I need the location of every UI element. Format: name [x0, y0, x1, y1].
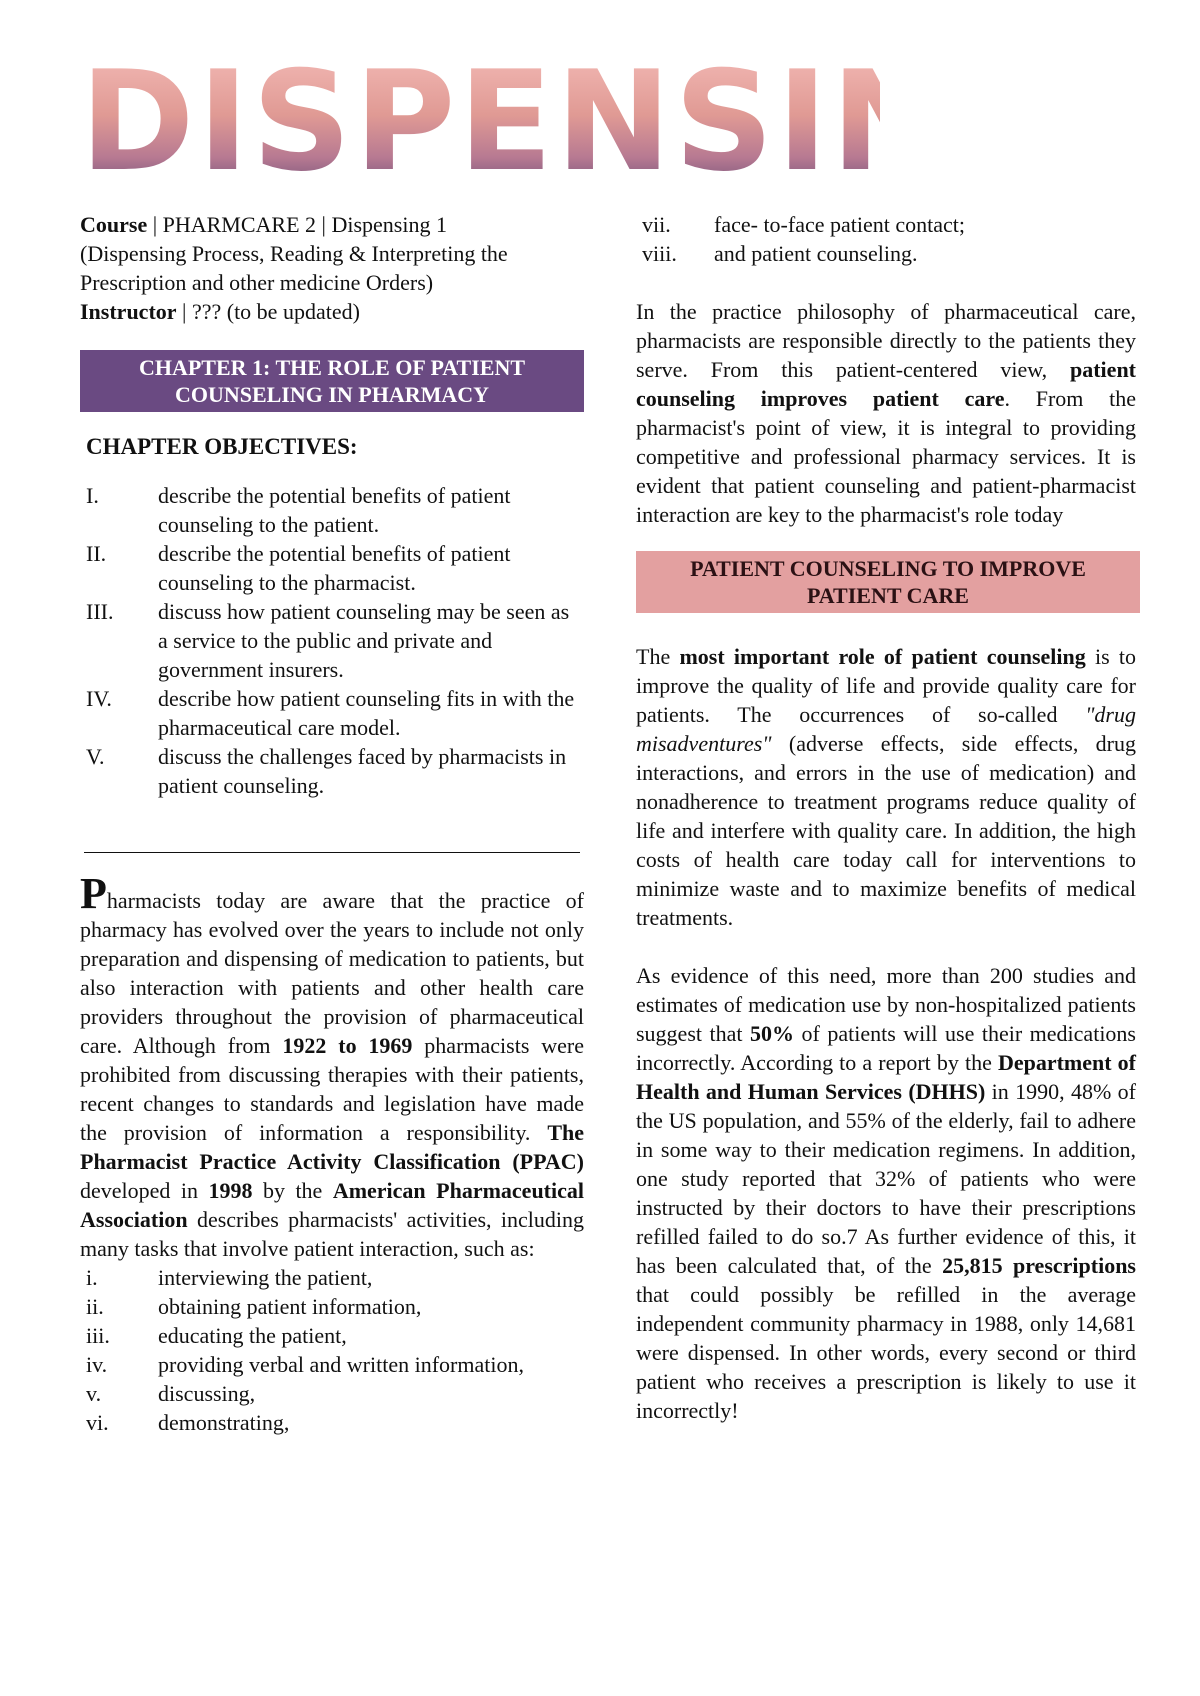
philosophy-paragraph: In the practice philosophy of pharmaceutical care, pharmacists are responsible directly to the patients they serve. From this patient-centered view, patient counseling improves patient care. From the pharmacist's point of view, it is integral to providing competitive and professional pharmacy services. It is evident that patient counseling and patient-pharmacist interaction are key to the pharmacist's role today — [636, 299, 1136, 527]
list-item: viii. and patient counseling. — [642, 241, 918, 266]
list-item: V. discuss the challenges faced by pharmacists in patient counseling. — [86, 744, 567, 798]
list-item: III. discuss how patient counseling may be seen as a service to the public and private and government insurers. — [86, 599, 570, 682]
right-column — [636, 210, 1136, 1425]
intro-paragraph: Pharmacists today are aware that the practice of pharmacy has evolved over the years to include not only preparation and dispensing of medication to patients, but also interaction with patients and other health care providers throughout the provision of pharmaceutical care. Although from 1922 to 1969 pharmacists were prohibited from discussing therapies with their patients, recent changes to standards and legislation have made the provision of information a responsibility. The Pharmacist Practice Activity Classification (PPAC) developed in 1998 by the American Pharmaceutical Association describes pharmacists' activities, including many tasks that involve patient interaction, such as: — [80, 869, 584, 1261]
document-title: DISPENSING — [80, 41, 1066, 202]
objectives-list — [80, 481, 584, 800]
list-item: iv. providing verbal and written information, — [86, 1352, 524, 1377]
tasks-list-continued — [636, 210, 1136, 268]
course-label: Course — [80, 212, 148, 237]
divider-rule — [84, 852, 580, 853]
list-item: v. discussing, — [86, 1381, 256, 1406]
list-item: I. describe the potential benefits of patient counseling to the patient. — [86, 483, 511, 537]
chapter-heading: CHAPTER 1: THE ROLE OF PATIENT COUNSELING IN PHARMACY — [80, 350, 584, 412]
list-item: vi. demonstrating, — [86, 1410, 290, 1435]
list-item: vii. face- to-face patient contact; — [642, 212, 966, 237]
counseling-paragraph: The most important role of patient counseling is to improve the quality of life and provide quality care for patients. The occurrences of so-called "drug misadventures" (adverse effects, side effects, drug interactions, and errors in the use of medication) and nonadherence to treatment programs reduce quality of life and interfere with quality care. In addition, the high costs of health care today call for interventions to minimize waste and to maximize benefits of medical treatments. — [636, 644, 1136, 930]
section-heading: PATIENT COUNSELING TO IMPROVE PATIENT CARE — [636, 551, 1140, 613]
list-item: II. describe the potential benefits of patient counseling to the pharmacist. — [86, 541, 511, 595]
list-item: ii. obtaining patient information, — [86, 1294, 422, 1319]
objectives-title: CHAPTER OBJECTIVES: — [86, 434, 358, 459]
left-column — [80, 210, 584, 1437]
list-item: IV. describe how patient counseling fits in with the pharmaceutical care model. — [86, 686, 575, 740]
list-item: i. interviewing the patient, — [86, 1265, 373, 1290]
list-item: iii. educating the patient, — [86, 1323, 347, 1348]
course-text: | PHARMCARE 2 | Dispensing 1 — [147, 212, 447, 237]
evidence-paragraph: As evidence of this need, more than 200 studies and estimates of medication use by non-hospitalized patients suggest that 50% of patients will use their medications incorrectly. According to a report by the Department of Health and Human Services (DHHS) in 1990, 48% of the US population, and 55% of the elderly, fail to adhere in some way to their medication regimens. In addition, one study reported that 32% of patients who were instructed by their doctors to have their prescriptions refilled failed to do so.7 As further evidence of this, it has been calculated that, of the 25,815 prescriptions that could possibly be refilled in the average independent community pharmacy in 1988, only 14,681 were dispensed. In other words, every second or third patient who receives a prescription is likely to use it incorrectly! — [636, 963, 1136, 1423]
instructor-text: | ??? (to be updated) — [176, 299, 360, 324]
instructor-label: Instructor — [80, 299, 177, 324]
drop-cap: P — [80, 869, 107, 918]
tasks-list — [80, 1263, 584, 1437]
course-info — [80, 210, 584, 326]
course-subtitle: (Dispensing Process, Reading & Interpreting the Prescription and other medicine Orders) — [80, 241, 508, 295]
